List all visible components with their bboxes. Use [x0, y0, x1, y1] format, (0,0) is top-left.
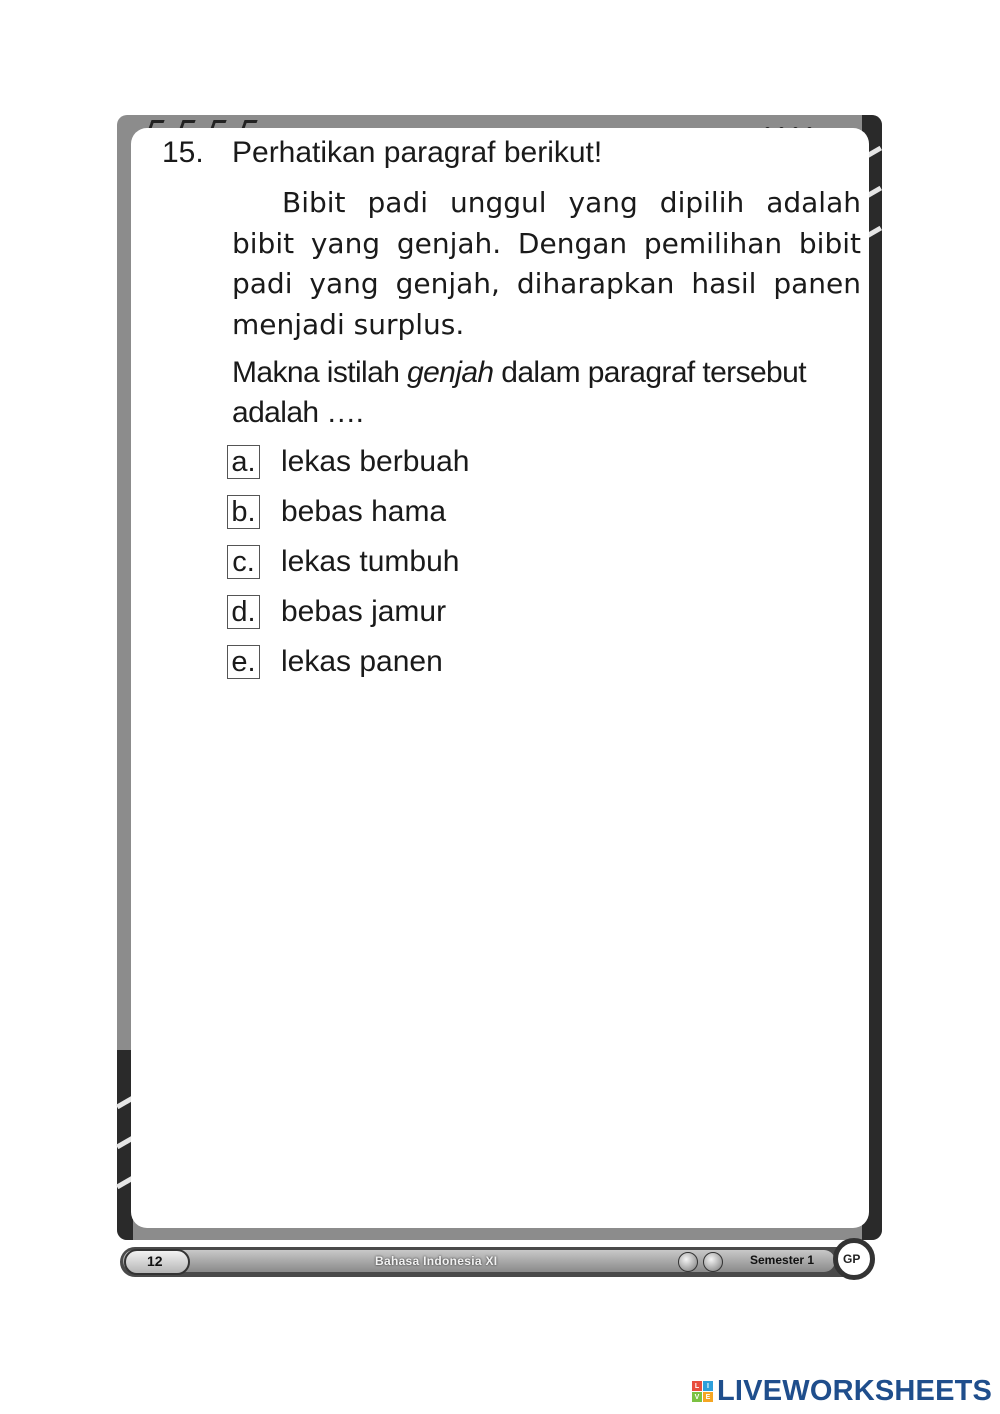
logo-letter: L	[692, 1381, 702, 1391]
option-a-box[interactable]: a.	[227, 445, 260, 479]
liveworksheets-watermark	[692, 1375, 992, 1408]
circle-icon	[678, 1252, 698, 1272]
publisher-logo-text: GP	[843, 1252, 861, 1266]
logo-letter: E	[703, 1392, 713, 1402]
option-b[interactable]	[227, 494, 446, 530]
ask-text-after: dalam paragraf tersebut adalah ….	[232, 356, 806, 429]
question-ask	[232, 353, 862, 433]
option-e[interactable]	[227, 644, 443, 680]
watermark-text: LIVEWORKSHEETS	[717, 1375, 993, 1407]
option-c-box[interactable]: c.	[227, 545, 260, 579]
question-paragraph: Bibit padi unggul yang dipilih adalah bibit yang genjah. Dengan pemilihan bibit padi yang genjah, diharapkan hasil panen menjadi surplus.	[232, 186, 861, 341]
semester-label: Semester 1	[750, 1253, 815, 1267]
option-d[interactable]	[227, 594, 446, 630]
option-d-box[interactable]: d.	[227, 595, 260, 629]
liveworksheets-logo-icon	[692, 1381, 713, 1402]
option-b-text: bebas hama	[281, 495, 447, 528]
logo-letter: I	[703, 1381, 713, 1391]
option-a[interactable]	[227, 444, 469, 480]
option-c-text: lekas tumbuh	[281, 545, 460, 578]
question-number: 15.	[162, 136, 204, 169]
option-e-text: lekas panen	[281, 645, 443, 678]
logo-letter: V	[692, 1392, 702, 1402]
option-c[interactable]	[227, 544, 459, 580]
question-prompt: Perhatikan paragraf berikut!	[232, 136, 603, 169]
option-d-text: bebas jamur	[281, 595, 447, 628]
book-title: Bahasa Indonesia XI	[375, 1254, 498, 1268]
ask-text-before: Makna istilah	[232, 356, 408, 389]
circle-icon	[703, 1252, 723, 1272]
option-b-box[interactable]: b.	[227, 495, 260, 529]
option-a-text: lekas berbuah	[281, 445, 470, 478]
option-e-box[interactable]: e.	[227, 645, 260, 679]
ask-term: genjah	[407, 356, 494, 389]
page-number: 12	[147, 1253, 163, 1269]
